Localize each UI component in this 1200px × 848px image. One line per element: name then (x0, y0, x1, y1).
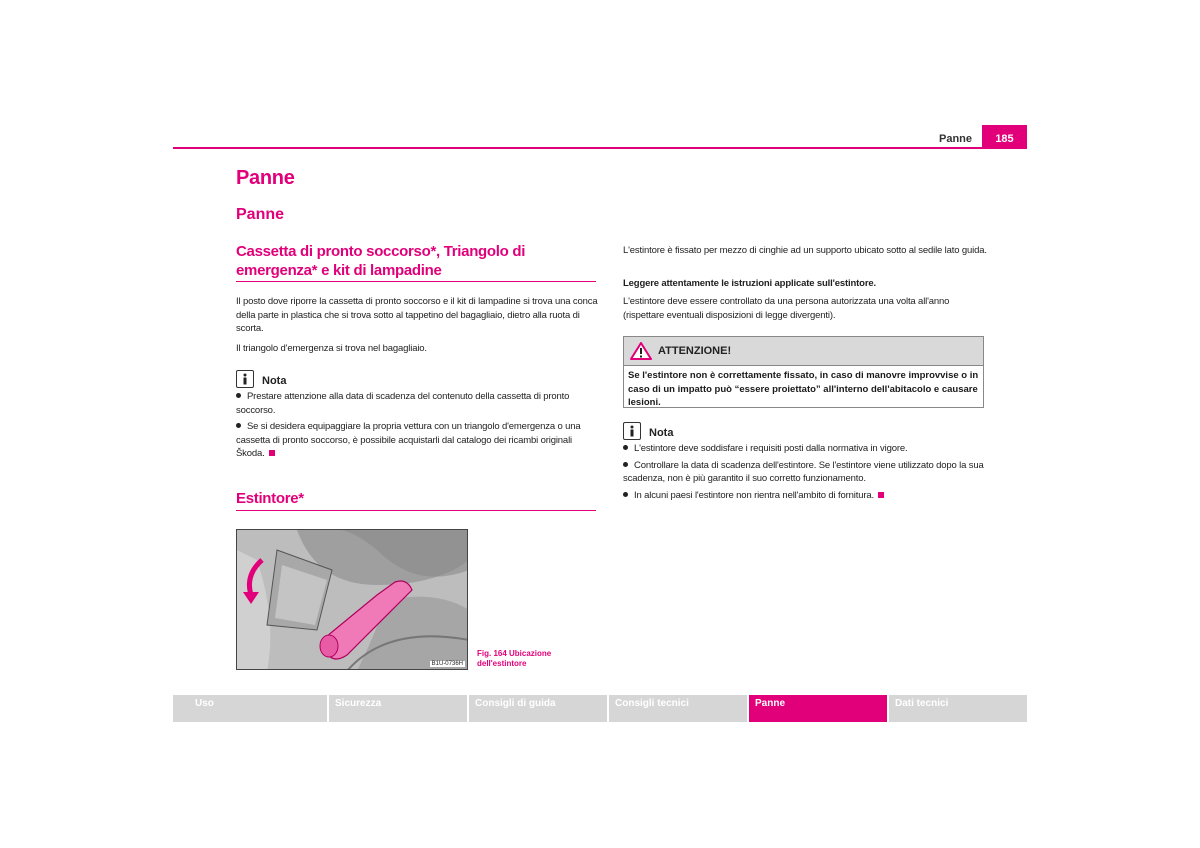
nav-item-sicurezza[interactable]: Sicurezza (329, 695, 467, 722)
section-heading-first-aid: Cassetta di pronto soccorso*, Triangolo di emergenza* e kit di lampadine (236, 243, 526, 279)
note-box-extinguisher (623, 422, 987, 502)
warning-text: Se l'estintore non è correttamente fissato, in caso di manovre improvvise o in caso di un impatto può “essere proiettato” all'interno dell'abitacolo e causare lesioni. (628, 370, 979, 408)
bullet-icon (623, 492, 628, 497)
header-section-title: Panne (938, 133, 972, 145)
paragraph-annual-check: L'estintore deve essere controllato da una persona autorizzata una volta all'anno (rispettare eventuali disposizioni di legge divergenti). (623, 296, 950, 321)
warning-box (623, 336, 984, 408)
section-rule (236, 510, 596, 511)
warning-triangle-icon (630, 342, 652, 360)
end-of-section-icon (269, 450, 275, 456)
paragraph-triangle-location: Il triangolo d'emergenza si trova nel bagagliaio. (236, 343, 427, 354)
section-rule (236, 281, 596, 282)
nav-item-uso[interactable]: Uso (173, 695, 327, 722)
section-heading-extinguisher: Estintore* (236, 490, 304, 507)
bullet-icon (623, 462, 628, 467)
chapter-nav (173, 695, 1027, 722)
page-subtitle: Panne (236, 206, 285, 223)
note-label: Nota (262, 375, 287, 387)
nav-item-consigli-tecnici[interactable]: Consigli tecnici (609, 695, 747, 722)
figure-caption-line: Fig. 164 Ubicazione (477, 649, 552, 658)
page-number: 185 (982, 125, 1027, 148)
end-of-section-icon (878, 492, 884, 498)
extinguisher-illustration (237, 530, 468, 670)
paragraph-extinguisher-mount: L'estintore è fissato per mezzo di cinghie ad un supporto ubicato sotto al sedile lato guida. (623, 245, 987, 256)
note-item: Prestare attenzione alla data di scadenza del contenuto della cassetta di pronto soccorso. (236, 391, 570, 416)
figure-caption-line: dell'estintore (477, 659, 527, 668)
bullet-icon (236, 423, 241, 428)
note-header (236, 370, 598, 388)
note-item: In alcuni paesi l'estintore non rientra nell'ambito di fornitura. (623, 489, 987, 503)
note-item: Se si desidera equipaggiare la propria vettura con un triangolo d'emergenza o una cassetta di pronto soccorso, è possibile acquistarli dal catalogo dei ricambi originali Škoda. (236, 421, 581, 459)
figure-caption (477, 649, 551, 669)
bullet-icon (623, 445, 628, 450)
warning-header (624, 337, 983, 366)
note-box-first-aid (236, 370, 598, 461)
info-icon (623, 422, 641, 440)
note-item: Controllare la data di scadenza dell'estintore. Se l'estintore viene utilizzato dopo la sua scadenza, non è più garantito il suo corretto funzionamento. (623, 459, 984, 484)
nav-item-consigli-di-guida[interactable]: Consigli di guida (469, 695, 607, 722)
figure-extinguisher-location (236, 529, 468, 670)
nav-item-panne[interactable]: Panne (749, 695, 887, 722)
paragraph-read-instructions: Leggere attentamente le istruzioni applicate sull'estintore. (623, 278, 876, 289)
nav-item-dati-tecnici[interactable]: Dati tecnici (889, 695, 1027, 722)
info-icon (236, 370, 254, 388)
paragraph-first-aid-location: Il posto dove riporre la cassetta di pronto soccorso e il kit di lampadine si trova una conca della parte in plastica che si trova sotto al tappetino del bagagliaio, dietro alla ruota di scorta. (236, 296, 598, 334)
page-title: Panne (236, 167, 295, 189)
note-label: Nota (649, 427, 674, 439)
figure-code: B1U-0736H (431, 661, 463, 667)
note-header (623, 422, 987, 440)
header-rule (173, 147, 1027, 149)
warning-title: ATTENZIONE! (658, 345, 732, 357)
note-item: L'estintore deve soddisfare i requisiti posti dalla normativa in vigore. (623, 442, 987, 456)
bullet-icon (236, 393, 241, 398)
